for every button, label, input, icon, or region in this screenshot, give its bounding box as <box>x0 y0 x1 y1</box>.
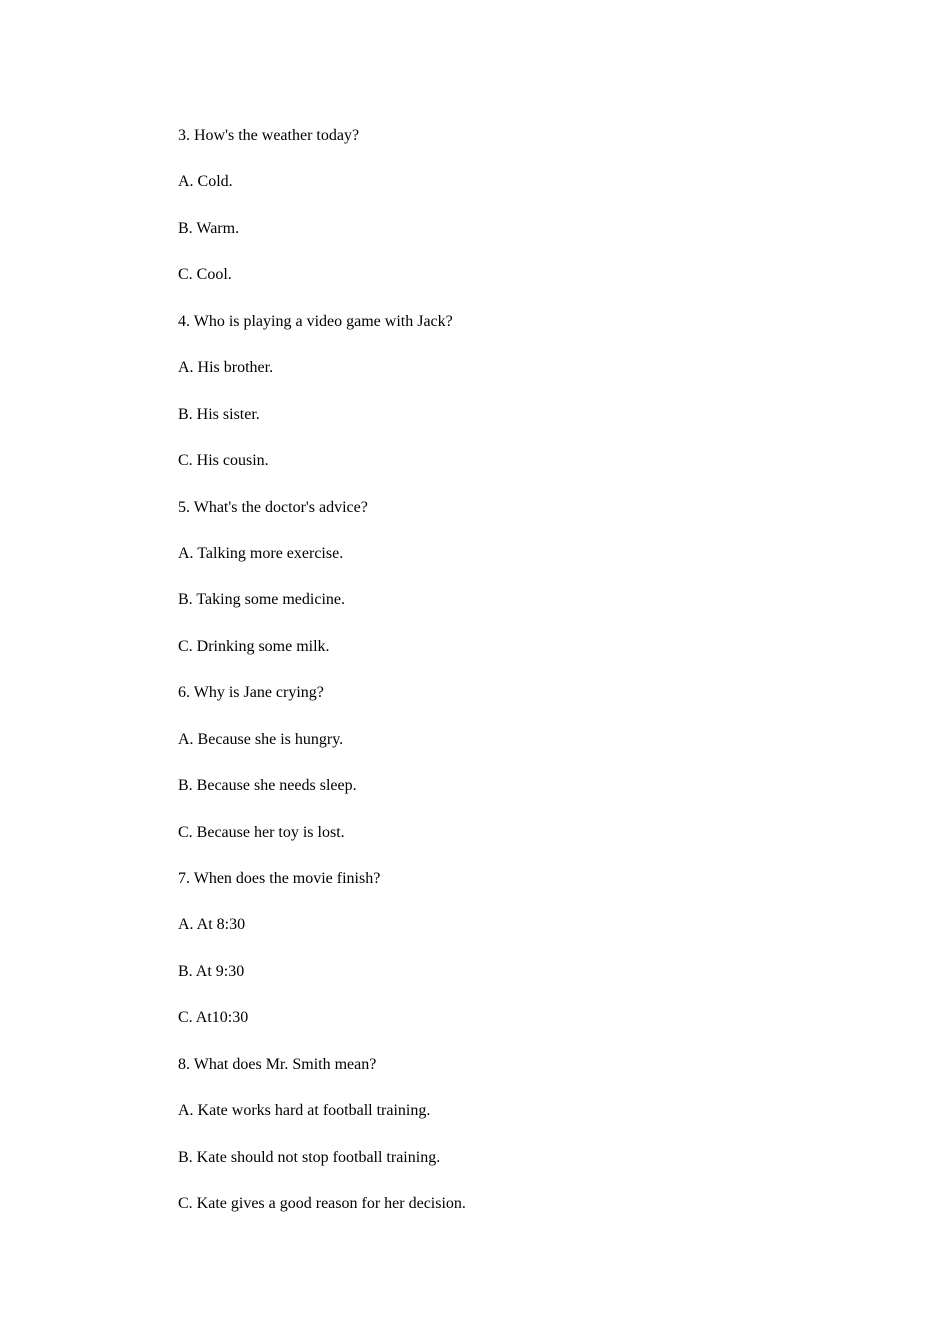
question-6: 6. Why is Jane crying? <box>178 684 324 702</box>
question-8-option-c: C. Kate gives a good reason for her decision. <box>178 1195 466 1213</box>
question-8-option-a: A. Kate works hard at football training. <box>178 1102 431 1120</box>
question-6-option-b: B. Because she needs sleep. <box>178 777 357 795</box>
question-7-option-b: B. At 9:30 <box>178 962 245 980</box>
question-4-option-b: B. His sister. <box>178 405 260 423</box>
question-6-option-a: A. Because she is hungry. <box>178 730 344 748</box>
question-4-option-a: A. His brother. <box>178 359 274 377</box>
question-7: 7. When does the movie finish? <box>178 870 381 887</box>
question-5-option-a: A. Talking more exercise. <box>178 544 344 562</box>
question-7-option-c: C. At10:30 <box>178 1009 249 1027</box>
question-8: 8. What does Mr. Smith mean? <box>178 1055 377 1073</box>
question-3-option-c: C. Cool. <box>178 266 232 284</box>
question-8-option-b: B. Kate should not stop football training. <box>178 1148 441 1166</box>
question-4-option-c: C. His cousin. <box>178 452 269 470</box>
question-list <box>178 124 878 1239</box>
question-5-option-b: B. Taking some medicine. <box>178 591 345 609</box>
question-6-option-c: C. Because her toy is lost. <box>178 823 345 841</box>
question-4: 4. Who is playing a video game with Jack? <box>178 312 453 330</box>
question-3-option-b: B. Warm. <box>178 219 240 237</box>
question-7-option-a: A. At 8:30 <box>178 916 246 934</box>
question-3: 3. How's the weather today? <box>178 127 360 144</box>
question-5-option-c: C. Drinking some milk. <box>178 637 330 655</box>
question-3-option-a: A. Cold. <box>178 173 233 191</box>
question-5: 5. What's the doctor's advice? <box>178 498 368 516</box>
